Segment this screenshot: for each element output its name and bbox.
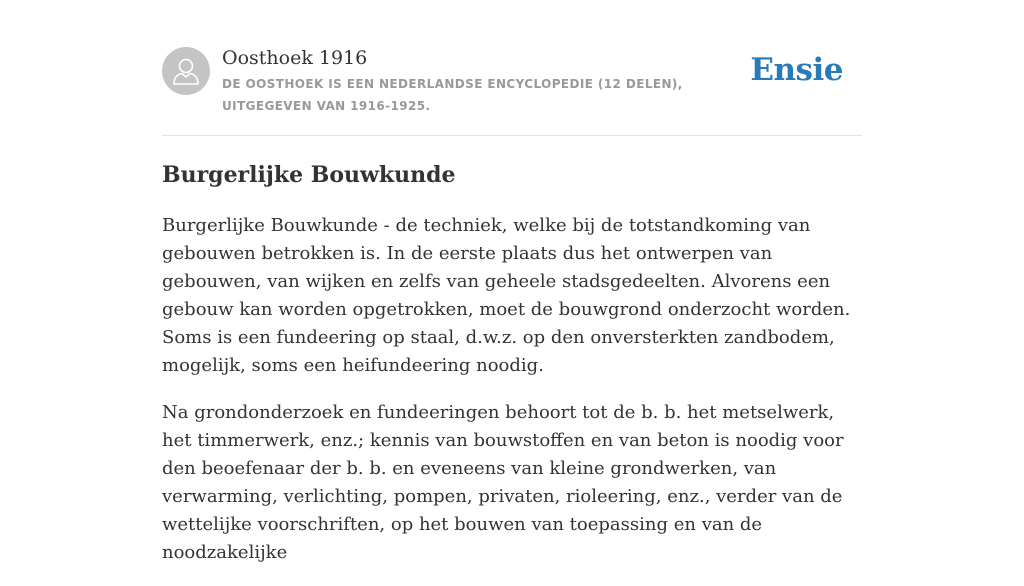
article-paragraph: Na grondonderzoek en fundeeringen behoort tot de b. b. het metselwerk, het timmerwerk, enz.; kennis van bouwstoffen en van beton is noodig voor den beoefenaar der b. b. en eveneens van kleine grondwerken, van verwarming, verlichting, pompen, privaten, rioleering, enz., verder van de wettelijke voorschriften, op het bouwen van toepassing en van de noodzakelijke bbox=[162, 402, 844, 563]
source-description: DE OOSTHOEK IS EEN NEDERLANDSE ENCYCLOPEDIE (12 DELEN), UITGEGEVEN VAN 1916-1925. bbox=[222, 77, 683, 113]
source-avatar[interactable] bbox=[162, 47, 210, 95]
article-title: Burgerlijke Bouwkunde bbox=[162, 162, 456, 188]
source-header bbox=[162, 0, 862, 136]
article-paragraph: Burgerlijke Bouwkunde - de techniek, welke bij de totstandkoming van gebouwen betrokken is. In de eerste plaats dus het ontwerpen van gebouwen, van wijken en zelfs van geheele stadsgedeelten. Alvorens een gebouw kan worden opgetrokken, moet de bouwgrond onderzocht worden. Soms is een fundeering op staal, d.w.z. op den onversterkten zandbodem, mogelijk, soms een heifundeering noodig. bbox=[162, 215, 851, 376]
page bbox=[162, 0, 862, 563]
user-icon bbox=[162, 47, 210, 95]
ensie-logo[interactable]: Ensie bbox=[750, 52, 843, 88]
source-name[interactable]: Oosthoek 1916 bbox=[222, 47, 368, 69]
article-body bbox=[162, 212, 862, 586]
source-info bbox=[222, 46, 762, 117]
